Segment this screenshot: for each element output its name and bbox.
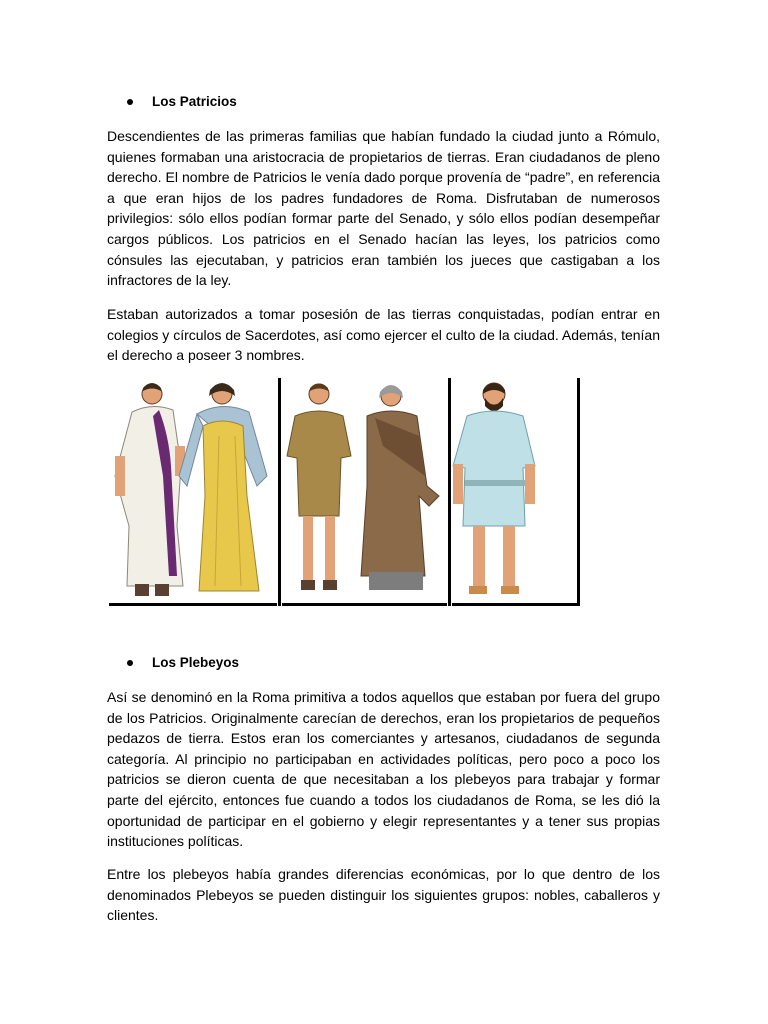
figure-panel-man-tunic [449, 376, 577, 604]
patricios-paragraph-2: Estaban autorizados a tomar posesión de las tierras conquistadas, podían entrar en colegios y círculos de Sacerdotes, así como ejercer el culto de la ciudad. Además, tenían el derecho a poseer 3 nombres. [107, 306, 660, 364]
figure-panel-patricians [107, 376, 277, 604]
roman-figures-illustration [107, 376, 580, 606]
bullet-icon [127, 99, 133, 105]
patricios-paragraph-1: Descendientes de las primeras familias que habían fundado la ciudad junto a Rómulo, quienes formaban una aristocracia de propietarios de tierras. Eran ciudadanos de pleno derecho. El nombre de Patricios le venía dado porque provenía de “padre”, en referencia a que eran hijos de los padres fundadores de Roma. Disfrutaban de numerosos privilegios: sólo ellos podían formar parte del Senado, y sólo ellos podían desempeñar cargos públicos. Los patricios en el Senado hacían las leyes, los patricios como cónsules las ejecutaban, y patricios eran también los jueces que castigaban a los infractores de la ley. [107, 128, 660, 289]
panel-divider [577, 378, 580, 606]
floor-line [282, 603, 447, 606]
panel-divider [278, 378, 281, 606]
panel-divider [448, 378, 451, 606]
plebeyos-paragraph-2: Entre los plebeyos había grandes diferencias económicas, por lo que dentro de los denominados Plebeyos se pueden distinguir los siguientes grupos: nobles, caballeros y clientes. [107, 866, 660, 924]
heading-plebeyos-text: Los Plebeyos [152, 655, 240, 670]
floor-line [452, 603, 580, 606]
plebeyos-paragraph-1: Así se denominó en la Roma primitiva a todos aquellos que estaban por fuera del grupo de los Patricios. Originalmente carecían de derechos, eran los propietarios de pequeños pedazos de tierra. Estos eran los comerciantes y artesanos, ciudadanos de segunda categoría. Al principio no participaban en actividades políticas, pero poco a poco los patricios se dieron cuenta de que necesitaban a los plebeyos para trabajar y formar parte del ejército, entonces fue cuando a todos los ciudadanos de Roma, se les dió la oportunidad de participar en el gobierno y elegir representantes y a tener sus propias instituciones políticas. [107, 689, 660, 850]
floor-line [109, 603, 277, 606]
heading-patricios-text: Los Patricios [152, 94, 237, 109]
figure-panel-plebeians [279, 376, 447, 604]
bullet-icon [127, 660, 133, 666]
